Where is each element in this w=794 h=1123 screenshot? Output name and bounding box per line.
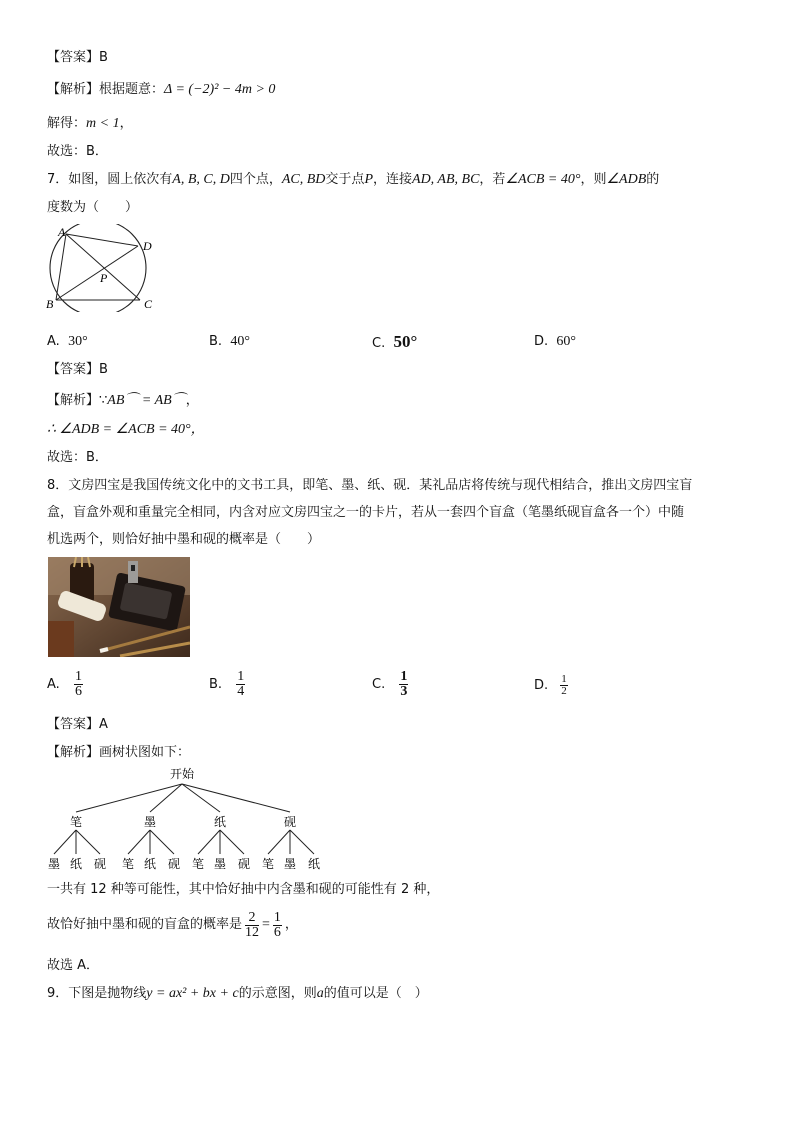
option-letter: C. — [372, 677, 386, 692]
q6-solve-label: 解得： — [47, 116, 87, 131]
q9-stem-part: 9．下图是抛物线 — [47, 986, 147, 1001]
label-d: D — [143, 239, 152, 253]
option-value: 60° — [556, 334, 577, 349]
q9-var: a — [316, 986, 324, 1001]
q7-conclusion: 故选：B． — [47, 450, 108, 465]
q6-conclusion: 故选：B． — [47, 144, 108, 159]
tree-branch-1: 笔 — [69, 815, 83, 829]
tree-leaf: 砚 — [237, 857, 251, 871]
tree-leaf: 砚 — [167, 857, 181, 871]
tree-branch-3: 纸 — [213, 815, 227, 829]
q8-result-fraction-1 — [245, 911, 259, 940]
option-letter: D. — [534, 334, 549, 349]
q7-stem-part: 四个点， — [229, 172, 282, 187]
q7-stem-part: ，则 — [580, 172, 607, 187]
q7-intersect: P — [364, 172, 373, 187]
q8-option-a — [47, 670, 86, 699]
q7-stem-line1 — [47, 172, 659, 188]
q8-option-b — [209, 670, 248, 699]
fraction-numerator: 1 — [237, 669, 245, 684]
q7-analysis-prefix: 【解析】∵ — [47, 393, 108, 408]
fraction-denominator: 2 — [561, 685, 567, 697]
q9-stem-part: 的示意图，则 — [238, 986, 317, 1001]
tree-branch-4: 砚 — [283, 815, 297, 829]
fraction-denominator: 6 — [273, 924, 281, 940]
q7-stem-part: ，连接 — [373, 172, 413, 187]
option-value: 30° — [68, 334, 88, 349]
q8-conclusion: 故选 A． — [47, 958, 100, 973]
tree-leaf: 笔 — [191, 857, 205, 871]
label-c: C — [144, 297, 153, 311]
q7-stem-line2: 度数为（ ） — [47, 200, 139, 215]
q6-solve-formula: m < 1 — [86, 116, 120, 131]
q8-option-d — [534, 674, 571, 697]
option-fraction — [560, 674, 568, 697]
tree-root-edges — [76, 784, 290, 812]
q8-result — [47, 910, 298, 941]
tree-diagram — [40, 766, 340, 876]
q9-formula: y = ax² + bx + c — [146, 986, 239, 1001]
q7-given: ∠ACB = 40° — [505, 172, 581, 187]
q7-chords: AC, BD — [281, 172, 326, 187]
option-value: 40° — [230, 334, 250, 349]
option-value: 50° — [393, 332, 418, 351]
q8-stem-line1: 8．文房四宝是我国传统文化中的文书工具，即笔、墨、纸、砚．某礼品店将传统与现代相结合，推出文房四宝盲 — [47, 478, 693, 493]
fraction-numerator: 1 — [561, 673, 567, 685]
option-fraction — [236, 670, 245, 699]
q7-stem-part: 7．如图，圆上依次有 — [47, 172, 173, 187]
q8-answer: 【答案】A — [47, 717, 108, 732]
label-a: A — [58, 225, 66, 239]
option-letter: B. — [209, 677, 223, 692]
fraction-numerator: 1 — [273, 909, 281, 925]
option-letter: D. — [534, 678, 549, 693]
tree-leaf: 纸 — [143, 857, 157, 871]
fraction-numerator: 1 — [400, 669, 408, 684]
q8-summary: 一共有 12 种等可能性，其中恰好抽中内含墨和砚的可能性有 2 种， — [47, 882, 440, 897]
tree-root: 开始 — [169, 767, 195, 781]
label-p: P — [100, 271, 108, 285]
tree-branch-2: 墨 — [143, 815, 157, 829]
q8-stem-line2: 盒，盲盒外观和重量完全相同，内含对应文房四宝之一的卡片，若从一套四个盲盒（笔墨纸砚盲盒各一个）中随 — [47, 505, 685, 520]
fraction-denominator: 4 — [237, 684, 245, 699]
q7-stem-part: 的 — [646, 172, 660, 187]
q6-solve-suffix: ， — [119, 116, 133, 131]
q8-option-c — [372, 670, 411, 699]
option-fraction — [399, 670, 408, 699]
q8-result-prefix: 故恰好抽中墨和砚的盲盒的概率是 — [47, 917, 243, 932]
fraction-denominator: 6 — [74, 684, 82, 699]
q7-stem-part: ，若 — [479, 172, 506, 187]
q8-stem-line3: 机选两个，则恰好抽中墨和砚的概率是（ ） — [47, 532, 321, 547]
q7-answer: 【答案】B — [47, 362, 108, 377]
tree-leaf-edges — [54, 830, 314, 854]
q7-option-b — [209, 334, 250, 350]
q8-result-fraction-2 — [273, 911, 282, 940]
q7-stem-part: 交于点 — [325, 172, 365, 187]
label-b: B — [46, 297, 54, 311]
option-fraction — [74, 670, 83, 699]
segment-ac — [66, 234, 140, 300]
tree-leaf: 墨 — [213, 857, 227, 871]
q7-analysis-suffix: ， — [185, 393, 199, 408]
tree-leaf: 笔 — [121, 857, 135, 871]
q6-solve — [47, 116, 133, 132]
q7-circle-figure — [44, 224, 164, 312]
fraction-numerator: 1 — [74, 669, 82, 684]
q7-option-c — [372, 332, 417, 352]
option-letter: A. — [47, 334, 60, 349]
q6-answer: 【答案】B — [47, 50, 108, 65]
tree-leaf: 墨 — [47, 857, 61, 871]
q7-segments: AD, AB, BC — [412, 172, 480, 187]
fraction-denominator: 12 — [245, 924, 260, 940]
tree-leaf: 纸 — [69, 857, 83, 871]
q7-therefore: ∴ ∠ADB = ∠ACB = 40°， — [47, 422, 205, 437]
segment-ab — [56, 234, 66, 300]
option-letter: B. — [209, 334, 223, 349]
q6-analysis-formula: Δ = (−2)² − 4m > 0 — [164, 82, 276, 97]
q6-analysis-prefix: 【解析】根据题意： — [47, 82, 165, 97]
q7-target: ∠ADB — [606, 172, 647, 187]
q7-option-a — [47, 334, 88, 350]
q6-analysis — [47, 82, 275, 98]
q7-option-d — [534, 334, 576, 350]
q7-analysis-formula: AB⌒ = AB⌒ — [107, 393, 186, 408]
tree-leaf: 墨 — [283, 857, 297, 871]
equals-sign: = — [262, 917, 270, 932]
q8-analysis: 【解析】画树状图如下： — [47, 745, 191, 760]
fraction-numerator: 2 — [245, 911, 259, 926]
option-letter: C. — [372, 336, 386, 351]
tree-leaf: 纸 — [307, 857, 321, 871]
stationery-photo — [48, 557, 190, 657]
option-letter: A. — [47, 677, 60, 692]
tree-leaf: 砚 — [93, 857, 107, 871]
q7-points: A, B, C, D — [172, 172, 230, 187]
tree-leaf: 笔 — [261, 857, 275, 871]
q9-stem — [47, 986, 428, 1002]
q8-result-suffix: ， — [284, 917, 298, 932]
q9-stem-part: 的值可以是（ ） — [323, 986, 428, 1001]
fraction-denominator: 3 — [400, 684, 408, 699]
q7-analysis — [47, 393, 199, 409]
segment-bd — [56, 246, 138, 300]
